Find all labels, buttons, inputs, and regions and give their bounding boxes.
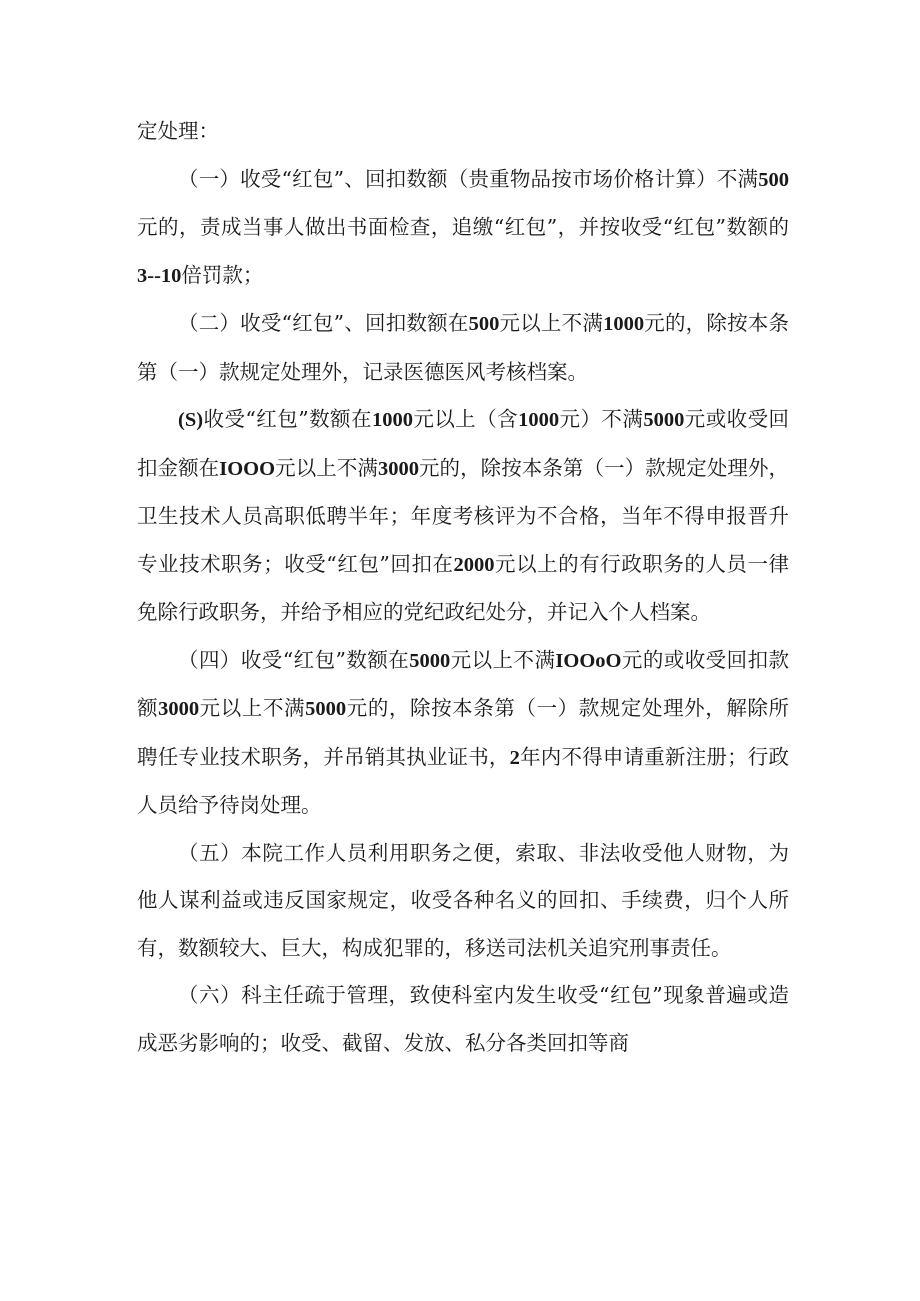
- paragraph-continuation: 定处理：: [137, 119, 219, 143]
- paragraph-clause-6: （六）科主任疏于管理，致使科室内发生收受“红包”现象普遍或造成恶劣影响的；收受、截留、发放、私分各类回扣等商: [137, 983, 789, 1055]
- paragraph-clause-2: （二）收受“红包”、回扣数额在500元以上不满1000元的，除按本条第（一）款规定处理外，记录医德医风考核档案。: [137, 311, 790, 384]
- paragraph-clause-3: (S)收受“红包”数额在1000元以上（含1000元）不满5000元或收受回扣金额在IOOO元以上不满3000元的，除按本条第（一）款规定处理外，卫生技术人员高职低聘半年；年度考核评为不合格，当年不得申报晋升专业技术职务；收受“红包”回扣在2000元以上的有行政职务的人员一律免除行政职务，并给予相应的党纪政纪处分，并记入个人档案。: [137, 407, 790, 624]
- document-body: [137, 108, 789, 1067]
- paragraph-clause-4: （四）收受“红包”数额在5000元以上不满IOOoO元的或收受回扣款额3000元以上不满5000元的，除按本条第（一）款规定处理外，解除所聘任专业技术职务，并吊销其执业证书，2年内不得申请重新注册；行政人员给予待岗处理。: [137, 647, 790, 817]
- paragraph-clause-1: （一）收受“红包”、回扣数额（贵重物品按市场价格计算）不满500元的，责成当事人做出书面检查，追缴“红包”，并按收受“红包”数额的3--10倍罚款；: [137, 166, 789, 287]
- paragraph-clause-5: （五）本院工作人员利用职务之便，索取、非法收受他人财物，为他人谋利益或违反国家规定，收受各种名义的回扣、手续费，归个人所有，数额较大、巨大，构成犯罪的，移送司法机关追究刑事责任。: [137, 840, 789, 960]
